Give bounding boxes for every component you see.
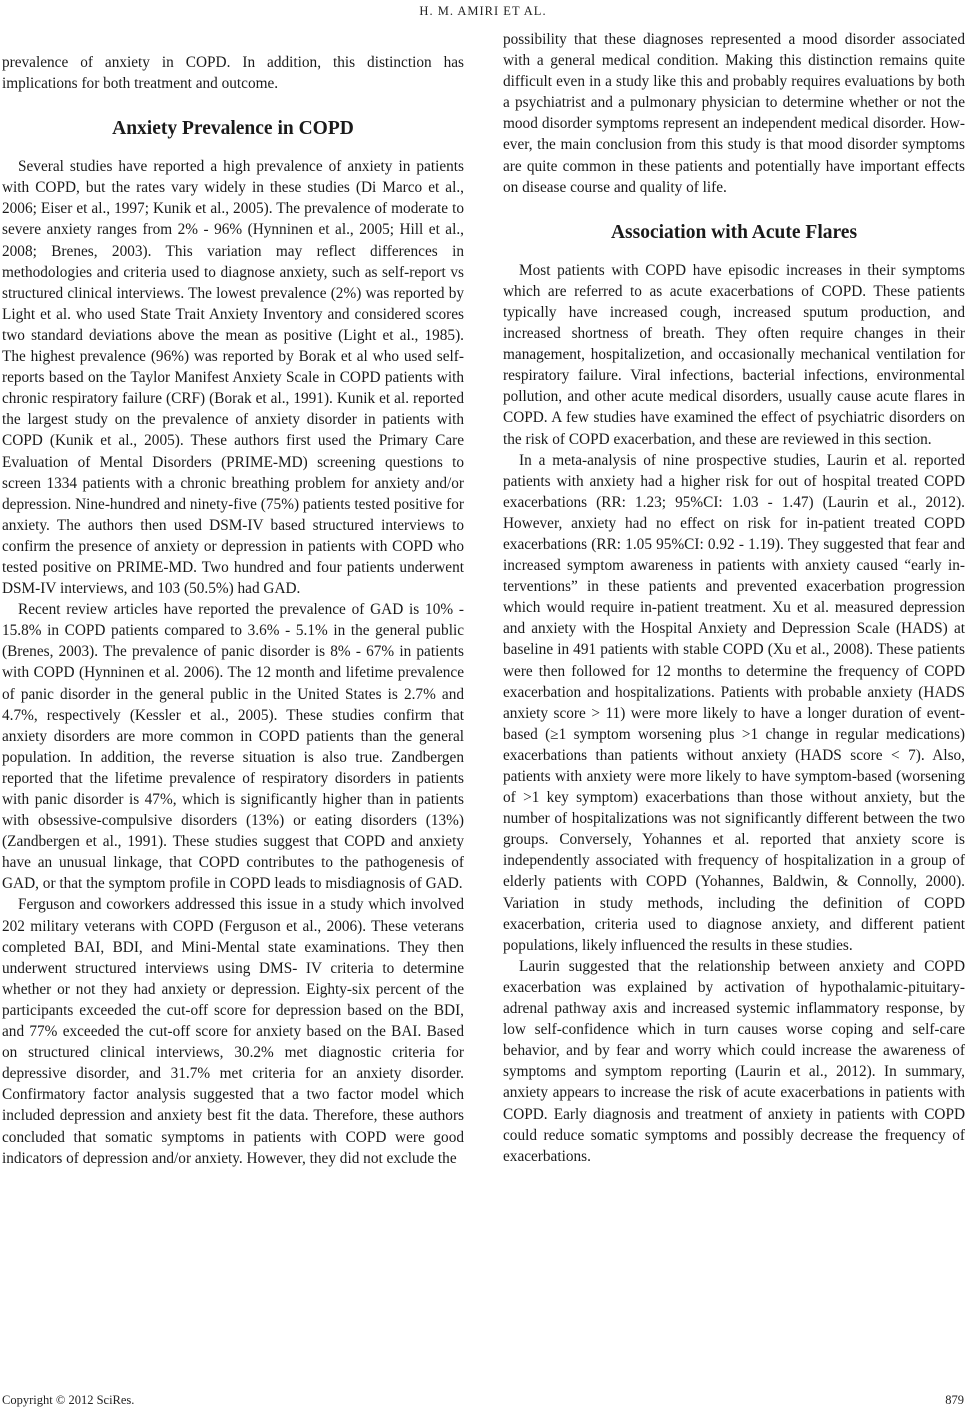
right-intro-paragraph: possibility that these diagnoses represented a mood disorder associated with a general medical condition. Making this distinction remains quite difficult even in a study like this and probably requires evaluations by both a psychiatrist and a pulmonary physician to determine whether or not the mood disorder symptoms represent an independent medical disorder. However, the main conclusion from this study is that mood disorder symptoms are quite common in these patients and potentially have important effects on disease course and quality of life.	[503, 31, 965, 196]
page-number: 879	[945, 1393, 964, 1407]
body-paragraph: Laurin suggested that the relationship between anxiety and COPD exacerbation was explained by activation of hypothalamic-pituitary-adrenal pathway axis and increased systemic inflammatory response, by low self-confidence which in turn causes worse coping and self-care behavior, and by fear and worry which could increase the awareness of symptoms and symptom reporting (Laurin et al., 2012). In summary, anxiety appears to increase the risk of acute exacerbations in patients with COPD. Early diagnosis and treatment of anxiety in patients with COPD could reduce somatic symptoms and possibly decrease the frequency of exacerbations.	[503, 957, 965, 1165]
running-head: H. M. AMIRI ET AL.	[419, 4, 547, 18]
body-paragraph: Several studies have reported a high prevalence of anxiety in patients with COPD, but the rates vary widely in these studies (Di Marco et al., 2006; Eiser et al., 1997; Kunik et al., 2005). The prevalence of moderate to severe anxiety ranges from 2% - 96% (Hynninen et al., 2005; Hill et al., 2008; Brenes, 2003). This variation may reflect differences in methodologies and criteria used to diagnose anxiety, such as self-report vs structured clinical interviews. The lowest prevalence (2%) was reported by Light et al. who used State Trait Anxiety Inventory and considered scores two standard deviations above the mean as positive (Light et al., 1985). The highest prevalence (96%) was reported by Borak et al who used self-reports based on the Taylor Manifest Anxiety Scale in COPD patients with chronic respiratory failure (CRF) (Borak et al., 1991). Kunik et al. reported the largest study on the prevalence of anxiety disorder in patients with COPD (Kunik et al., 2005). These authors first used the Primary Care Evaluation of Mental Disorders (PRIME-MD) screening questions to screen 1334 patients with a chronic breathing problem for anxiety and/or depression. Nine-hundred and ninety-five (75%) patients tested positive for anxiety. The authors then used DSM-IV based structured interviews to confirm the presence of anxiety or depression in patients with COPD who tested positive on PRIME-MD. Two hundred and four patients underwent DSM-IV interviews, and 103 (50.5%) had GAD.	[2, 158, 464, 598]
body-paragraph: Most patients with COPD have episodic increases in their symptoms which are referred to as acute exacerbations of COPD. These patients typically have increased cough, increased sputum production, and increased shortness of breath. They often require changes in their management, hospitalizetion, and occasionally mechanical ventilation for respiratory failure. Viral infections, bacterial infections, environmental pollution, and other acute medical disorders, usually cause acute flares in COPD. A few studies have examined the effect of psychiatric disorders on the risk of COPD exacerbation, and these are reviewed in this section.	[503, 261, 965, 448]
section-heading-anxiety-prevalence: Anxiety Prevalence in COPD	[112, 118, 354, 140]
copyright-notice: Copyright © 2012 SciRes.	[2, 1393, 135, 1407]
left-intro-paragraph: prevalence of anxiety in COPD. In addition, this distinction has implications for both treatment and outcome.	[2, 54, 464, 93]
body-paragraph: Recent review articles have reported the prevalence of GAD is 10% - 15.8% in COPD patients compared to 3.6% - 5.1% in the general public (Brenes, 2003). The prevalence of panic disorder is 8% - 67% in patients with COPD (Hynninen et al. 2006). The 12 month and lifetime prevalence of panic disorder in the general public in the United States is 2.7% and 4.7%, respectively (Kessler et al., 2005). These studies confirm that anxiety disorders are more common in COPD patients than the general population. In addition, the reverse situation is also true. Zandbergen reported that the lifetime prevalence of respiratory disorders in patients with panic disorder is 47%, which is significantly higher than in patients with obsessive-compulsive disorders (13%) or eating disorders (13%) (Zandbergen et al., 1991). These studies suggest that COPD and anxiety have an unusual linkage, that COPD contributes to the pathogenesis of GAD, or that the symptom profile in COPD leads to misdiagnosis of GAD.	[2, 601, 464, 893]
right-column	[503, 29, 965, 1167]
section-heading-acute-flares: Association with Acute Flares	[610, 221, 858, 243]
body-paragraph: Ferguson and coworkers addressed this issue in a study which involved 202 military veterans with COPD (Ferguson et al., 2006). These veterans completed BAI, BDI, and Mini-Mental state examinations. They then underwent structured interviews using DMS- IV criteria to determine whether or not they had anxiety or depression. Eighty-six percent of the participants exceeded the cut-off score for depression based on the BDI, and 77% exceeded the cut-off score for anxiety based on the BAI. Based on structured clinical interviews, 30.2% met diagnostic criteria for depressive disorder, and 31.7% met criteria for an anxiety disorder. Confirmatory factor analysis suggested that a two factor model which included depression and anxiety best fit the data. Therefore, these authors concluded that somatic symptoms in patients with COPD were good indicators of depression and/or anxiety. However, they did not exclude the	[2, 896, 464, 1167]
left-column	[2, 52, 464, 1169]
body-paragraph: In a meta-analysis of nine prospective studies, Laurin et al. reported patients with anxiety had a higher risk for out of hospital treated COPD exacerbations (RR: 1.23; 95%CI: 1.03 - 1.47) (Laurin et al., 2012). However, anxiety had no effect on risk for in-patient treated COPD exacerbations (RR: 1.05 95%CI: 0.92 - 1.19). They suggested that fear and increased symptom awareness in patients with anxiety caused “early interventions” in these patients and prevented exacerbation progression which would require in-patient treatment. Xu et al. measured depression and anxiety with the Hospital Anxiety and Depression Scale (HADS) at baseline in 491 patients with stable COPD (Xu et al., 2008). These patients were then followed for 12 months to determine the frequency of COPD exacerbation and hospitalizations. Patients with probable anxiety (HADS anxiety score > 11) were more likely to have a longer duration of event-based (≥1 symptom worsening plus >1 change in regular medications) exacerbations than patients without anxiety (HADS score < 7). Also, patients with anxiety were more likely to have symptom-based (worsening of >1 key symptom) exacerbations than those without anxiety, but the number of hospitalizations was not significantly different between the two groups. Conversely, Yohannes et al. reported that anxiety score is independently associated with frequency of hospitalization in a group of elderly patients with COPD (Yohannes, Baldwin, & Connolly, 2000). Variation in study methods, including the definition of COPD exacerbation, criteria used to diagnose anxiety, and different patient populations, likely influenced the results in these studies.	[503, 451, 965, 954]
